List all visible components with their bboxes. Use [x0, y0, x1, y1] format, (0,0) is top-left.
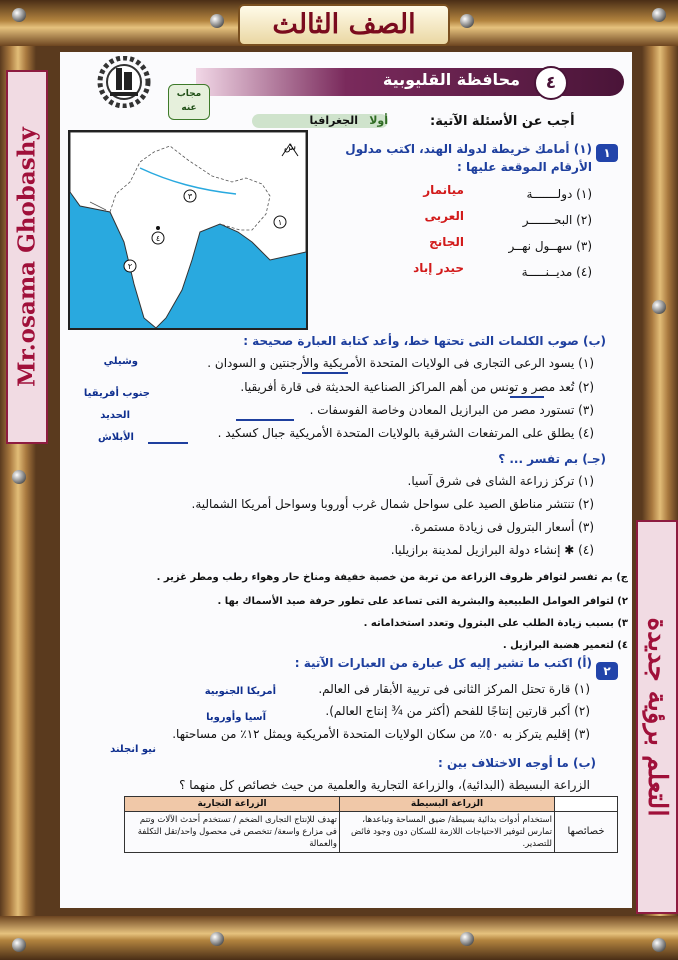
q1-b-item-1: (١) يسود الرعى التجارى فى الولايات المتحدة الأمريكية والأرجنتين و السودان .	[207, 356, 594, 370]
rivet-icon	[12, 8, 26, 22]
q1-c-answer-2: ٢) لتوافر العوامل الطبيعية والبشرية التى تساعد على تطور حرفة صيد الأسماك بها .	[217, 596, 628, 607]
q1-item-2-answer: العربى	[424, 209, 464, 223]
q1-c-answer-4: ٤) لتعمير هضبة البرازيل .	[502, 640, 628, 651]
frame-bottom-bar	[0, 916, 678, 960]
q1-b-item-3-correction: الحديد	[100, 410, 130, 421]
table-header-commercial: الزراعة التجارية	[125, 797, 340, 812]
q1-part-c-title: (جـ) بم تفسر ... ؟	[498, 452, 606, 466]
question-1-number: ١	[596, 142, 618, 162]
answered-badge: مجاب عنه	[168, 84, 210, 120]
q1-item-4-label: (٤) مديــنـــــة	[521, 265, 592, 279]
q2-part-b-title: (ب) ما أوجه الاختلاف بين :	[438, 756, 596, 770]
grade-title-plaque	[238, 4, 450, 46]
q1-c-answer-3: ٣) بسبب زيادة الطلب على البترول وتعدد استخداماته .	[363, 618, 628, 629]
ministry-gear-logo-icon	[94, 56, 154, 108]
q1-b-item-2: (٢) تُعد مصر و تونس من أهم المراكز الصناعية الحديثة فى قارة أفريقيا.	[240, 380, 594, 394]
slogan-side-label: التعلم برؤية جديدة	[636, 520, 678, 914]
q2-a-item-3: (٣) إقليم يتركز به ٥٠٪ من سكان الولايات المتحدة الأمريكية ويمثل ١٢٪ من مساحتها.	[172, 727, 590, 741]
subject-label: الجغرافيا	[309, 114, 358, 127]
india-map-drawing	[70, 132, 306, 328]
author-side-label: Mr.osama Ghobashy	[6, 70, 48, 444]
rivet-icon	[460, 14, 474, 28]
unit-title: محافظة القليوبية	[382, 70, 520, 89]
q1-b-item-3: (٣) تستورد مصر من البرازيل المعادن وخاصة الفوسفات .	[309, 403, 594, 417]
map-label-1: ١	[277, 218, 283, 227]
q1-item-3-label: (٣) سهــول نهــر	[508, 239, 592, 253]
q2-a-item-1-answer: أمريكا الجنوبية	[204, 686, 276, 697]
map-north-label: ش	[283, 142, 297, 153]
table-row-label: خصائصها	[555, 812, 618, 853]
map-label-2: ٢	[127, 262, 133, 271]
underline-mark	[236, 419, 294, 421]
q1-item-3-answer: الجانج	[429, 235, 464, 249]
table-row	[125, 812, 618, 853]
table-cell-commercial: تهدف للإنتاج التجارى الضخم / تستخدم أحدث الآلات وتتم فى مزارع واسعة/ تتخصص فى محصول واحد/تقل التكلفة والعمالة	[125, 812, 340, 853]
q1-b-item-2-correction: جنوب أفريقيا	[83, 388, 150, 399]
table-header-row	[125, 797, 618, 812]
q2-part-a: (أ) اكتب ما تشير إليه كل عبارة من العبارات الآتية :	[294, 656, 592, 670]
rivet-icon	[210, 932, 224, 946]
q1-part-a: (١) أمامك خريطة لدولة الهند، اكتب مدلول الأرقام الموقعة عليها :	[345, 142, 592, 174]
grade-title: الصف الثالث	[272, 9, 416, 40]
unit-number: ٤	[534, 66, 568, 100]
underline-mark	[148, 442, 188, 444]
q1-part-b-title: (ب) صوب الكلمات التى تحتها خط، وأعد كتابة العبارة صحيحة :	[243, 334, 606, 348]
first-label: أولا	[369, 114, 388, 127]
q1-item-1-answer: ميانمار	[423, 183, 464, 197]
rivet-icon	[652, 938, 666, 952]
q1-c-item-4: (٤) ✱ إنشاء دولة البرازيل لمدينة برازيليا.	[390, 543, 594, 557]
table-header-simple: الزراعة البسيطة	[340, 797, 555, 812]
india-map	[68, 130, 308, 330]
rivet-icon	[652, 300, 666, 314]
q2-a-item-3-answer: نيو انجلند	[110, 744, 156, 755]
rivet-icon	[460, 932, 474, 946]
q1-c-item-3: (٣) أسعار البترول فى زيادة مستمرة.	[410, 520, 594, 534]
q1-item-2-label: (٢) البحـــــــر	[522, 213, 592, 227]
q1-b-item-4-correction: الأبلاش	[97, 432, 134, 443]
q1-b-item-4: (٤) يطلق على المرتفعات الشرقية بالولايات المتحدة الأمريكية جبال كسكيد .	[217, 426, 594, 440]
rivet-icon	[652, 8, 666, 22]
table-cell-simple: استخدام أدوات بدائية بسيطة/ ضيق المساحة وتباعدها، تمارس لتوفير الاحتياجات اللازمة للسكان دون وجود فائض للتصدير.	[340, 812, 555, 853]
comparison-table	[124, 796, 618, 853]
instructions-heading: أجب عن الأسئلة الآتية:	[430, 114, 575, 129]
table-header-empty	[555, 797, 618, 812]
map-label-4: ٤	[155, 234, 161, 243]
q1-b-item-1-correction: وشيلي	[103, 356, 138, 367]
q1-c-item-2: (٢) تنتشر مناطق الصيد على سواحل شمال غرب أوروبا وسواحل أمريكا الشمالية.	[191, 497, 594, 511]
rivet-icon	[210, 14, 224, 28]
underline-mark	[302, 372, 348, 374]
q1-item-4-answer: حيدر إباد	[413, 261, 464, 275]
map-label-3: ٣	[187, 192, 193, 201]
q1-c-item-1: (١) تركز زراعة الشاى فى شرق آسيا.	[407, 474, 594, 488]
q2-a-item-2-answer: آسيا وأوروبا	[206, 712, 266, 723]
rivet-icon	[12, 938, 26, 952]
q2-a-item-2: (٢) أكبر قارتين إنتاجًا للفحم (أكثر من ¾ إنتاج العالم).	[325, 704, 590, 718]
q2-part-b-text: الزراعة البسيطة (البدائية)، والزراعة التجارية والعلمية من حيث خصائص كل منهما ؟	[179, 778, 590, 792]
q2-a-item-1: (١) قارة تحتل المركز الثانى فى تربية الأبقار فى العالم.	[318, 682, 590, 696]
question-2-number: ٢	[596, 660, 618, 680]
underline-mark	[510, 396, 544, 398]
q1-item-1-label: (١) دولـــــــة	[526, 187, 592, 201]
q1-c-answer-1: ج) بم تفسر لتوافر ظروف الزراعة من تربة من خصبة خفيفة ومناخ حار وهواء رطب ومطر غزير .	[156, 572, 628, 583]
rivet-icon	[12, 470, 26, 484]
